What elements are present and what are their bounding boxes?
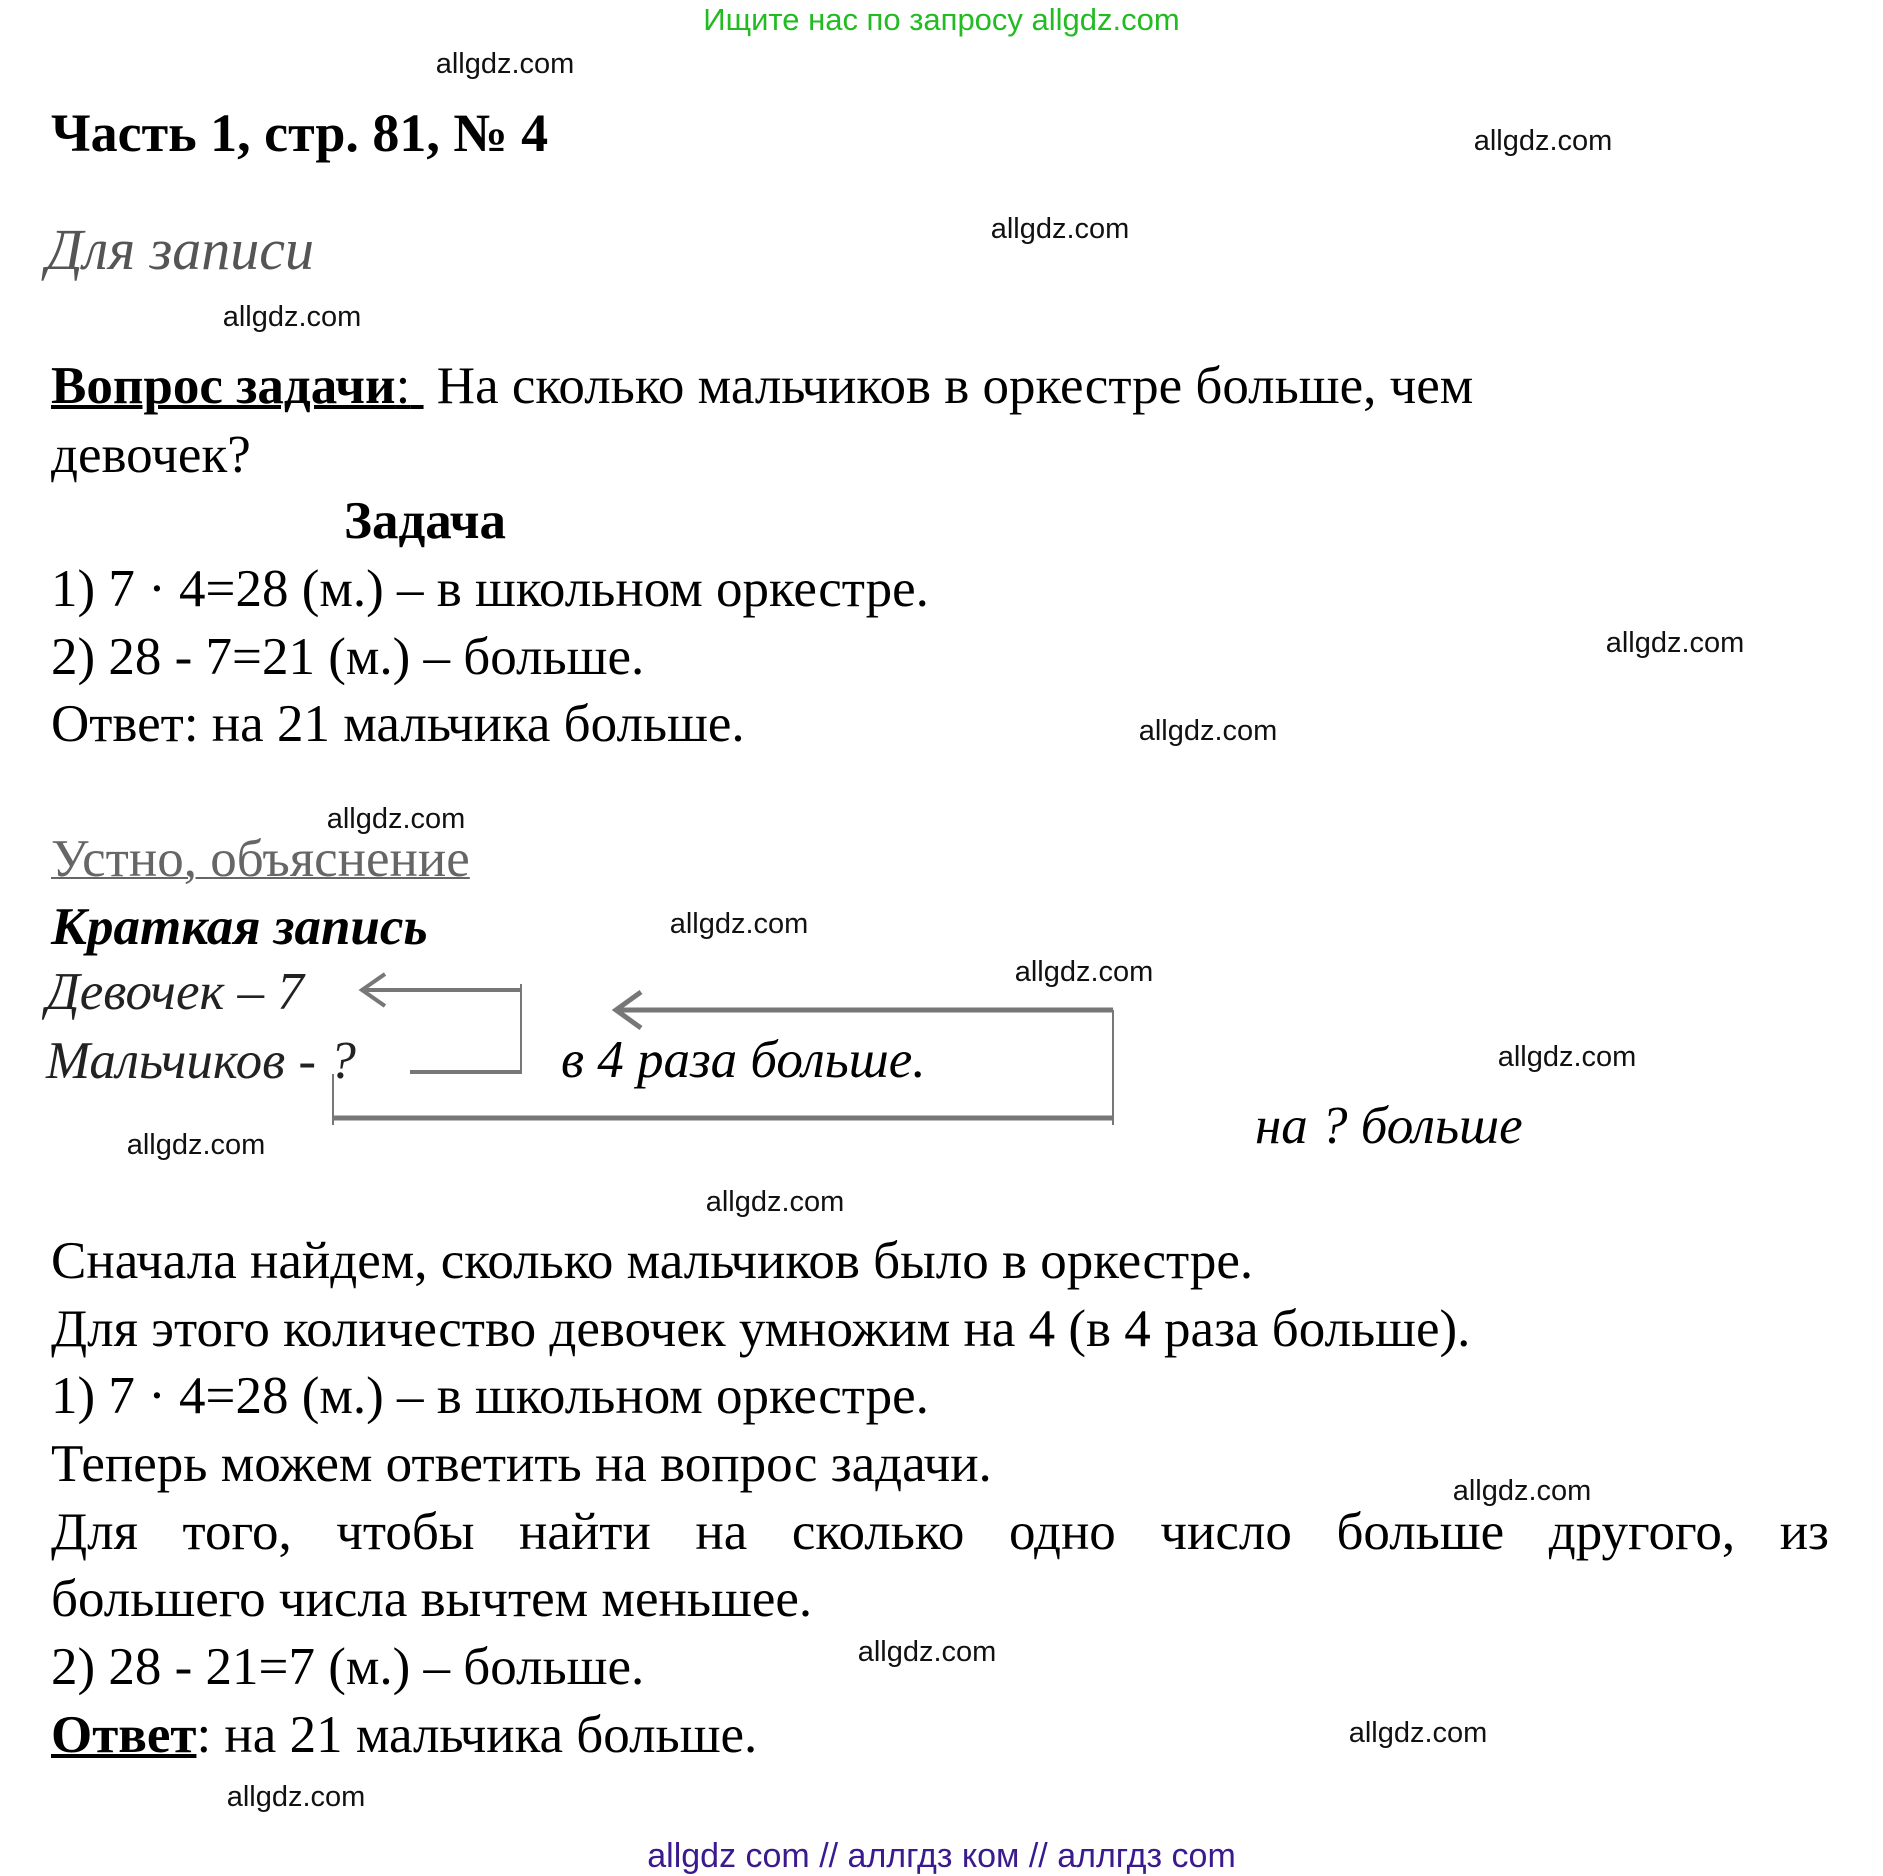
explanation-line: Сначала найдем, сколько мальчиков было в оркестре. <box>51 1232 1254 1290</box>
watermark: allgdz.com <box>1348 1717 1488 1749</box>
explanation-line: Для того, чтобы найти на сколько одно число больше другого, из <box>51 1502 1829 1561</box>
girls-label: Девочек – 7 <box>46 963 304 1021</box>
section-oral: Устно, объяснение <box>51 830 470 888</box>
section-for-writing: Для записи <box>46 217 315 282</box>
question-colon: : <box>395 357 411 415</box>
watermark: allgdz.com <box>1473 125 1613 157</box>
short-note-heading: Краткая запись <box>51 898 428 956</box>
watermark: allgdz.com <box>126 1129 266 1161</box>
watermark: allgdz.com <box>226 1781 366 1813</box>
task-heading: Задача <box>344 492 507 550</box>
watermark: allgdz.com <box>1138 715 1278 747</box>
watermark: allgdz.com <box>1497 1041 1637 1073</box>
final-answer <box>51 1702 1829 1770</box>
explanation-line: 1) 7 · 4=28 (м.) – в школьном оркестре. <box>51 1367 929 1426</box>
watermark: allgdz.com <box>326 803 466 835</box>
question-label: Вопрос задачи <box>51 357 396 415</box>
difference-arrow <box>333 992 1113 1125</box>
page-title: Часть 1, стр. 81, № 4 <box>51 103 549 163</box>
watermark: allgdz.com <box>705 1186 845 1218</box>
watermark: allgdz.com <box>1014 956 1154 988</box>
watermark: allgdz.com <box>669 908 809 940</box>
times-label: в 4 раза больше. <box>561 1031 926 1089</box>
difference-label: на ? больше <box>1255 1097 1523 1155</box>
solution-answer: Ответ: на 21 мальчика больше. <box>51 695 745 753</box>
explanation-line: большего числа вычтем меньшее. <box>51 1570 813 1629</box>
search-banner[interactable]: Ищите нас по запросу allgdz.com <box>703 2 1180 37</box>
boys-label: Мальчиков - ? <box>46 1032 356 1090</box>
watermark: allgdz.com <box>857 1636 997 1668</box>
explanation-line: Теперь можем ответить на вопрос задачи. <box>51 1435 992 1494</box>
explanation-line: 2) 28 - 21=7 (м.) – больше. <box>51 1638 645 1697</box>
watermark: allgdz.com <box>1452 1475 1592 1507</box>
times-arrow <box>362 974 521 1074</box>
footer-links[interactable]: allgdz com // аллгдз ком // аллгдз com <box>647 1837 1236 1875</box>
answer-label: Ответ <box>51 1705 197 1764</box>
watermark: allgdz.com <box>1605 627 1745 659</box>
watermark: allgdz.com <box>990 213 1130 245</box>
answer-text: : на 21 мальчика больше. <box>196 1705 758 1764</box>
question-text: На сколько мальчиков в оркестре больше, чем <box>423 357 1474 415</box>
solution-step-2: 2) 28 - 7=21 (м.) – больше. <box>51 628 645 686</box>
watermark: allgdz.com <box>435 48 575 80</box>
solution-step-1: 1) 7 · 4=28 (м.) – в школьном оркестре. <box>51 560 929 618</box>
watermark: allgdz.com <box>222 301 362 333</box>
question-text-cont: девочек? <box>51 426 251 484</box>
explanation-line: Для этого количество девочек умножим на 4 (в 4 раза больше). <box>51 1299 1471 1358</box>
